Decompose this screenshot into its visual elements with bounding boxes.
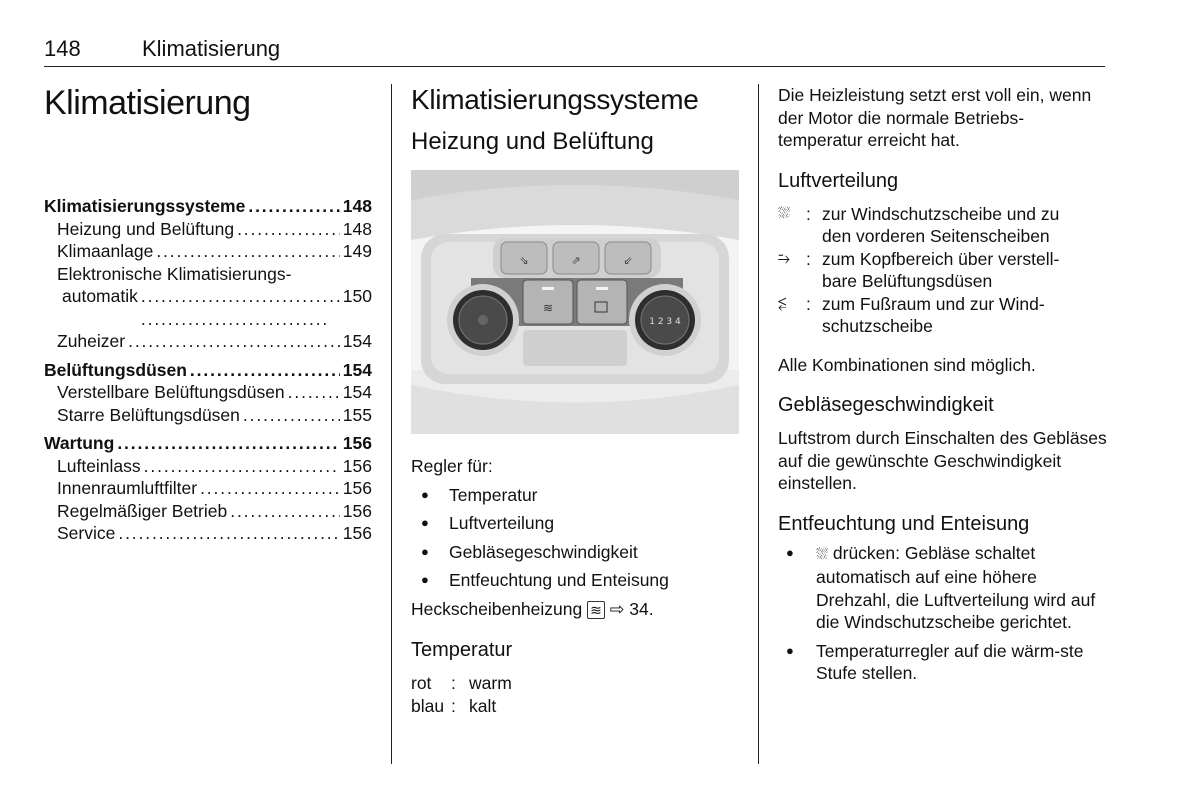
heckscheibe-line — [411, 598, 741, 621]
list-item: ● Temperaturregler auf die wärm-ste Stufe stellen. — [778, 640, 1108, 685]
svg-text:1 2 3 4: 1 2 3 4 — [649, 317, 681, 327]
toc-entry[interactable]: Innenraumluftfilter . . . 156 — [44, 477, 372, 500]
toc-entry[interactable]: Wartung . . . 156 — [44, 432, 372, 455]
luftverteilung-title: Luftverteilung — [778, 169, 899, 192]
content-column-2 — [411, 84, 741, 717]
geblaese-title: Gebläsegeschwindigkeit — [778, 394, 994, 416]
toc-entry[interactable]: Belüftungsdüsen . . . 154 — [44, 359, 372, 382]
temperatur-table: rot : warm blau : kalt — [411, 673, 512, 716]
sub-title: Heizung und Belüftung — [411, 128, 654, 155]
regler-intro: Regler für: — [411, 456, 493, 476]
head-airflow-icon: ⥲ — [778, 249, 791, 267]
intro-text: Die Heizleistung setzt erst voll ein, wenn der Motor die normale Betriebs-temperatur erreicht hat. — [778, 85, 1092, 150]
toc-entry[interactable]: Starre Belüftungsdüsen . . . 155 — [44, 404, 372, 427]
toc-entry[interactable]: Klimaanlage . . . 149 — [44, 240, 372, 263]
header-title: Klimatisierung — [142, 36, 281, 61]
regler-section — [411, 455, 741, 717]
svg-text:⇗: ⇗ — [571, 254, 581, 267]
toc-entry[interactable]: Regelmäßiger Betrieb . . . 156 — [44, 500, 372, 523]
entfeuchtung-title: Entfeuchtung und Enteisung — [778, 512, 1030, 535]
toc-entry[interactable]: Zuheizer . . . 154 — [44, 330, 372, 353]
list-item: ⥶ : zum Fußraum und zur Wind- schutzscheibe — [778, 293, 1045, 336]
list-item: ● Gebläsegeschwindigkeit — [411, 541, 741, 564]
toc-entry[interactable]: Verstellbare Belüftungsdüsen . . . 154 — [44, 381, 372, 404]
rear-window-heater-icon: ≋ — [587, 601, 605, 619]
defrost-icon: ⛆ — [816, 545, 829, 563]
svg-text:⇘: ⇘ — [519, 254, 529, 267]
content-column-3 — [778, 84, 1108, 685]
toc-column — [44, 84, 372, 545]
toc-entry[interactable]: Klimatisierungssysteme . . . 148 — [44, 195, 372, 218]
page-number: 148 — [44, 36, 81, 61]
entfeuchtung-list — [778, 542, 1108, 685]
list-item: ⥲ : zum Kopfbereich über verstell- bare Belüftungsdüsen — [778, 248, 1060, 291]
alle-kombinationen-text: Alle Kombinationen sind möglich. — [778, 354, 1036, 375]
chapter-title: Klimatisierung — [44, 84, 251, 122]
temperatur-title: Temperatur — [411, 639, 513, 661]
list-item: ⛆ : zur Windschutzscheibe und zu den vorderen Seitenscheiben — [778, 203, 1060, 246]
section-title: Klimatisierungssysteme — [411, 84, 699, 115]
page-header — [44, 36, 1105, 67]
svg-text:≋: ≋ — [542, 301, 554, 315]
toc-entry[interactable]: Elektronische Klimatisierungs- automatik . . . 150 — [44, 263, 372, 331]
luftverteilung-list — [778, 203, 1108, 338]
list-item: ● ⛆ drücken: Gebläse schaltet automatisch auf eine höhere Drehzahl, die Luftverteilung wird auf die Windschutzscheibe gerichtet. — [778, 542, 1108, 634]
column-divider — [758, 84, 759, 764]
climate-control-panel-image — [411, 170, 739, 434]
column-divider — [391, 84, 392, 764]
table-of-contents — [44, 195, 372, 545]
list-item: ● Entfeuchtung und Enteisung — [411, 569, 741, 592]
toc-entry[interactable]: Service . . . 156 — [44, 522, 372, 545]
geblaese-text: Luftstrom durch Einschalten des Gebläses auf die gewünschte Geschwindigkeit einstellen. — [778, 428, 1107, 493]
windshield-airflow-icon: ⛆ — [778, 204, 791, 222]
toc-entry[interactable]: Heizung und Belüftung . . . 148 — [44, 218, 372, 241]
regler-list — [411, 484, 741, 592]
svg-text:⇙: ⇙ — [623, 254, 633, 267]
list-item: ● Temperatur — [411, 484, 741, 507]
heckscheibe-reference: 34. — [629, 598, 654, 619]
list-item: ● Luftverteilung — [411, 512, 741, 535]
heckscheibe-label: Heckscheibenheizung — [411, 598, 583, 619]
footwell-airflow-icon: ⥶ — [778, 294, 787, 312]
page-reference-arrow-icon: ⇨ — [609, 598, 625, 619]
toc-entry[interactable]: Lufteinlass . . . 156 — [44, 455, 372, 478]
